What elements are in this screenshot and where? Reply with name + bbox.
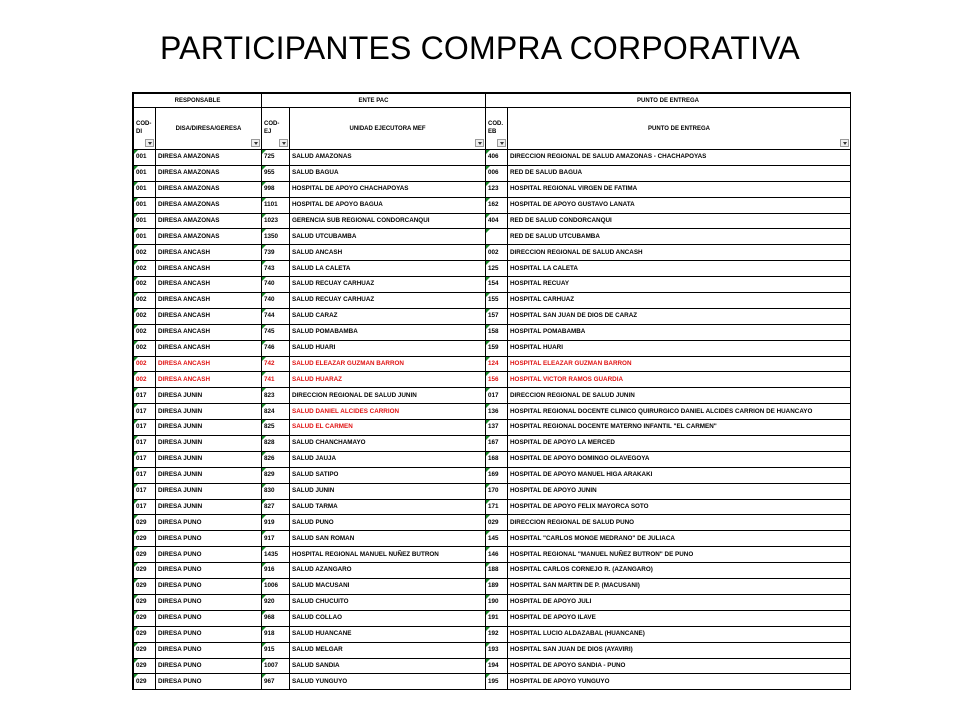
cell-cod-di[interactable]: 029 (134, 547, 156, 563)
cell-punto[interactable]: HOSPITAL REGIONAL DOCENTE MATERNO INFANTIL "EL CARMEN" (508, 420, 851, 436)
group-header-responsable: RESPONSABLE (134, 94, 262, 108)
cell-unidad[interactable]: SALUD COLLAO (290, 610, 486, 626)
cell-disa[interactable]: DIRESA AMAZONAS (156, 229, 262, 245)
cell-disa[interactable]: DIRESA ANCASH (156, 293, 262, 309)
table-row[interactable] (134, 531, 851, 547)
cell-cod-eb[interactable]: 006 (486, 165, 508, 181)
cell-cod-di[interactable]: 029 (134, 579, 156, 595)
cell-disa[interactable]: DIRESA PUNO (156, 515, 262, 531)
cell-disa[interactable]: DIRESA ANCASH (156, 356, 262, 372)
col-header-cod-ej-line1: COD- (264, 120, 280, 127)
cell-cod-ej[interactable]: 917 (262, 531, 290, 547)
cell-unidad[interactable]: SALUD PUNO (290, 515, 486, 531)
cell-cod-ej[interactable]: 967 (262, 674, 290, 690)
cell-cod-eb[interactable] (486, 229, 508, 245)
cell-cod-di[interactable]: 001 (134, 150, 156, 166)
cell-punto[interactable]: DIRECCION REGIONAL DE SALUD JUNIN (508, 388, 851, 404)
cell-cod-di[interactable]: 017 (134, 483, 156, 499)
cell-cod-di[interactable]: 017 (134, 404, 156, 420)
cell-disa[interactable]: DIRESA ANCASH (156, 340, 262, 356)
cell-punto[interactable]: HOSPITAL CARLOS CORNEJO R. (AZANGARO) (508, 563, 851, 579)
cell-unidad[interactable]: HOSPITAL REGIONAL MANUEL NUÑEZ BUTRON (290, 547, 486, 563)
col-header-cod-di[interactable] (134, 108, 156, 150)
table-row[interactable] (134, 499, 851, 515)
cell-cod-eb[interactable]: 125 (486, 261, 508, 277)
cell-disa[interactable]: DIRESA ANCASH (156, 261, 262, 277)
cell-disa[interactable]: DIRESA AMAZONAS (156, 165, 262, 181)
cell-cod-di[interactable]: 017 (134, 420, 156, 436)
cell-cod-di[interactable]: 017 (134, 467, 156, 483)
cell-punto[interactable]: HOSPITAL DE APOYO JULI (508, 594, 851, 610)
cell-disa[interactable]: DIRESA PUNO (156, 563, 262, 579)
cell-cod-eb[interactable]: 195 (486, 674, 508, 690)
cell-punto[interactable]: HOSPITAL REGIONAL DOCENTE CLINICO QUIRURGICO DANIEL ALCIDES CARRION DE HUANCAYO (508, 404, 851, 420)
cell-disa[interactable]: DIRESA JUNIN (156, 451, 262, 467)
cell-disa[interactable]: DIRESA PUNO (156, 658, 262, 674)
cell-cod-ej[interactable]: 823 (262, 388, 290, 404)
col-header-unidad-label: UNIDAD EJECUTORA MEF (349, 125, 426, 132)
cell-cod-ej[interactable]: 1007 (262, 658, 290, 674)
cell-cod-eb[interactable]: 406 (486, 150, 508, 166)
group-header-ente-pac: ENTE PAC (262, 94, 486, 108)
table-row[interactable] (134, 642, 851, 658)
cell-disa[interactable]: DIRESA PUNO (156, 531, 262, 547)
cell-punto[interactable]: HOSPITAL DE APOYO YUNGUYO (508, 674, 851, 690)
cell-unidad[interactable]: SALUD ELEAZAR GUZMAN BARRON (290, 356, 486, 372)
cell-disa[interactable]: DIRESA JUNIN (156, 404, 262, 420)
cell-unidad[interactable]: SALUD POMABAMBA (290, 324, 486, 340)
cell-punto[interactable]: RED DE SALUD UTCUBAMBA (508, 229, 851, 245)
cell-punto[interactable]: HOSPITAL DE APOYO DOMINGO OLAVEGOYA (508, 451, 851, 467)
table-row[interactable] (134, 594, 851, 610)
participants-table (133, 93, 851, 690)
cell-cod-ej[interactable]: 826 (262, 451, 290, 467)
col-header-cod-di-line1: COD- (136, 120, 152, 127)
cell-disa[interactable]: DIRESA PUNO (156, 674, 262, 690)
cell-punto[interactable]: HOSPITAL CARHUAZ (508, 293, 851, 309)
cell-punto[interactable]: HOSPITAL SAN JUAN DE DIOS (AYAVIRI) (508, 642, 851, 658)
cell-unidad[interactable]: SALUD YUNGUYO (290, 674, 486, 690)
cell-cod-ej[interactable]: 998 (262, 181, 290, 197)
cell-unidad[interactable]: SALUD HUARAZ (290, 372, 486, 388)
cell-unidad[interactable]: SALUD UTCUBAMBA (290, 229, 486, 245)
table-row[interactable] (134, 165, 851, 181)
cell-unidad[interactable]: SALUD AZANGARO (290, 563, 486, 579)
cell-punto[interactable]: HOSPITAL VICTOR RAMOS GUARDIA (508, 372, 851, 388)
cell-cod-eb[interactable]: 168 (486, 451, 508, 467)
cell-cod-ej[interactable]: 1101 (262, 197, 290, 213)
cell-punto[interactable]: HOSPITAL RECUAY (508, 277, 851, 293)
cell-punto[interactable]: HOSPITAL SAN MARTIN DE P. (MACUSANI) (508, 579, 851, 595)
col-header-disa-label: DISA/DIRESA/GERESA (175, 125, 242, 132)
cell-disa[interactable]: DIRESA PUNO (156, 547, 262, 563)
cell-disa[interactable]: DIRESA ANCASH (156, 308, 262, 324)
cell-unidad[interactable]: SALUD DANIEL ALCIDES CARRION (290, 404, 486, 420)
cell-cod-ej[interactable]: 824 (262, 404, 290, 420)
col-header-punto-label: PUNTO DE ENTREGA (648, 125, 710, 132)
cell-cod-di[interactable]: 029 (134, 626, 156, 642)
table-row[interactable] (134, 451, 851, 467)
cell-punto[interactable]: HOSPITAL DE APOYO LA MERCED (508, 436, 851, 452)
cell-unidad[interactable]: SALUD RECUAY CARHUAZ (290, 293, 486, 309)
cell-punto[interactable]: HOSPITAL ELEAZAR GUZMAN BARRON (508, 356, 851, 372)
cell-unidad[interactable]: SALUD RECUAY CARHUAZ (290, 277, 486, 293)
cell-cod-di[interactable]: 029 (134, 610, 156, 626)
cell-punto[interactable]: HOSPITAL LA CALETA (508, 261, 851, 277)
cell-disa[interactable]: DIRESA JUNIN (156, 420, 262, 436)
cell-disa[interactable]: DIRESA AMAZONAS (156, 213, 262, 229)
table-row[interactable] (134, 467, 851, 483)
cell-disa[interactable]: DIRESA PUNO (156, 610, 262, 626)
cell-cod-eb[interactable]: 156 (486, 372, 508, 388)
cell-cod-eb[interactable]: 191 (486, 610, 508, 626)
cell-cod-di[interactable]: 017 (134, 436, 156, 452)
table-row[interactable] (134, 547, 851, 563)
cell-cod-eb[interactable]: 192 (486, 626, 508, 642)
col-header-disa[interactable] (156, 108, 262, 150)
cell-unidad[interactable]: SALUD TARMA (290, 499, 486, 515)
cell-cod-ej[interactable]: 920 (262, 594, 290, 610)
cell-cod-di[interactable]: 002 (134, 340, 156, 356)
cell-cod-eb[interactable]: 158 (486, 324, 508, 340)
table-row[interactable] (134, 356, 851, 372)
cell-cod-eb[interactable]: 029 (486, 515, 508, 531)
table-row[interactable] (134, 340, 851, 356)
cell-cod-di[interactable]: 029 (134, 515, 156, 531)
table-row[interactable] (134, 324, 851, 340)
cell-punto[interactable]: HOSPITAL DE APOYO ILAVE (508, 610, 851, 626)
cell-unidad[interactable]: DIRECCION REGIONAL DE SALUD JUNIN (290, 388, 486, 404)
cell-cod-di[interactable]: 029 (134, 674, 156, 690)
cell-cod-di[interactable]: 029 (134, 531, 156, 547)
table-row[interactable] (134, 404, 851, 420)
cell-disa[interactable]: DIRESA ANCASH (156, 372, 262, 388)
cell-disa[interactable]: DIRESA PUNO (156, 579, 262, 595)
cell-cod-di[interactable]: 002 (134, 277, 156, 293)
cell-unidad[interactable]: SALUD JAUJA (290, 451, 486, 467)
cell-cod-ej[interactable]: 745 (262, 324, 290, 340)
cell-cod-ej[interactable]: 827 (262, 499, 290, 515)
cell-cod-eb[interactable]: 170 (486, 483, 508, 499)
cell-cod-ej[interactable]: 916 (262, 563, 290, 579)
col-header-cod-eb-line1: COD. (488, 120, 503, 127)
cell-cod-eb[interactable]: 157 (486, 308, 508, 324)
cell-cod-eb[interactable]: 136 (486, 404, 508, 420)
cell-disa[interactable]: DIRESA ANCASH (156, 324, 262, 340)
cell-disa[interactable]: DIRESA JUNIN (156, 467, 262, 483)
cell-unidad[interactable]: SALUD LA CALETA (290, 261, 486, 277)
cell-cod-di[interactable]: 001 (134, 197, 156, 213)
cell-cod-eb[interactable]: 124 (486, 356, 508, 372)
cell-cod-di[interactable]: 001 (134, 213, 156, 229)
cell-cod-ej[interactable]: 955 (262, 165, 290, 181)
cell-unidad[interactable]: SALUD AMAZONAS (290, 150, 486, 166)
cell-unidad[interactable]: SALUD CHANCHAMAYO (290, 436, 486, 452)
cell-cod-eb[interactable]: 159 (486, 340, 508, 356)
cell-cod-eb[interactable]: 137 (486, 420, 508, 436)
cell-cod-eb[interactable]: 154 (486, 277, 508, 293)
col-header-cod-eb-line2: EB (488, 128, 497, 135)
col-header-punto[interactable] (508, 108, 851, 150)
cell-unidad[interactable]: HOSPITAL DE APOYO CHACHAPOYAS (290, 181, 486, 197)
cell-punto[interactable]: HOSPITAL REGIONAL "MANUEL NUÑEZ BUTRON" DE PUNO (508, 547, 851, 563)
spreadsheet (132, 92, 851, 690)
cell-cod-eb[interactable]: 169 (486, 467, 508, 483)
cell-cod-di[interactable]: 029 (134, 563, 156, 579)
cell-unidad[interactable]: SALUD CHUCUITO (290, 594, 486, 610)
table-row[interactable] (134, 277, 851, 293)
cell-cod-di[interactable]: 001 (134, 165, 156, 181)
cell-punto[interactable]: RED DE SALUD BAGUA (508, 165, 851, 181)
cell-cod-eb[interactable]: 123 (486, 181, 508, 197)
cell-unidad[interactable]: SALUD SAN ROMAN (290, 531, 486, 547)
table-row[interactable] (134, 420, 851, 436)
table-row[interactable] (134, 483, 851, 499)
cell-cod-ej[interactable]: 743 (262, 261, 290, 277)
cell-unidad[interactable]: SALUD CARAZ (290, 308, 486, 324)
cell-cod-ej[interactable]: 740 (262, 293, 290, 309)
cell-cod-di[interactable]: 029 (134, 658, 156, 674)
cell-punto[interactable]: RED DE SALUD CONDORCANQUI (508, 213, 851, 229)
table-row[interactable] (134, 579, 851, 595)
table-row[interactable] (134, 658, 851, 674)
cell-cod-eb[interactable]: 188 (486, 563, 508, 579)
filter-dropdown-icon[interactable] (475, 139, 484, 147)
table-row[interactable] (134, 372, 851, 388)
cell-cod-di[interactable]: 002 (134, 293, 156, 309)
cell-disa[interactable]: DIRESA AMAZONAS (156, 197, 262, 213)
cell-disa[interactable]: DIRESA JUNIN (156, 436, 262, 452)
cell-unidad[interactable]: SALUD ANCASH (290, 245, 486, 261)
filter-dropdown-icon[interactable] (251, 139, 260, 147)
cell-unidad[interactable]: SALUD HUARI (290, 340, 486, 356)
table-row[interactable] (134, 674, 851, 690)
table-row[interactable] (134, 261, 851, 277)
col-header-cod-ej[interactable] (262, 108, 290, 150)
cell-cod-di[interactable]: 017 (134, 451, 156, 467)
cell-unidad[interactable]: SALUD JUNIN (290, 483, 486, 499)
cell-unidad[interactable]: SALUD HUANCANE (290, 626, 486, 642)
cell-cod-di[interactable]: 002 (134, 324, 156, 340)
table-row[interactable] (134, 626, 851, 642)
cell-cod-ej[interactable]: 915 (262, 642, 290, 658)
cell-cod-ej[interactable]: 1350 (262, 229, 290, 245)
cell-cod-di[interactable]: 029 (134, 594, 156, 610)
filter-dropdown-icon[interactable] (497, 139, 506, 147)
table-row[interactable] (134, 563, 851, 579)
table-row[interactable] (134, 388, 851, 404)
group-header-row (134, 94, 851, 108)
cell-punto[interactable]: HOSPITAL DE APOYO FELIX MAYORCA SOTO (508, 499, 851, 515)
cell-disa[interactable]: DIRESA JUNIN (156, 499, 262, 515)
cell-disa[interactable]: DIRESA JUNIN (156, 388, 262, 404)
cell-unidad[interactable]: SALUD EL CARMEN (290, 420, 486, 436)
cell-cod-di[interactable]: 029 (134, 642, 156, 658)
cell-cod-ej[interactable]: 825 (262, 420, 290, 436)
col-header-cod-di-line2: DI (136, 128, 142, 135)
table-row[interactable] (134, 293, 851, 309)
cell-cod-di[interactable]: 017 (134, 388, 156, 404)
cell-cod-ej[interactable]: 741 (262, 372, 290, 388)
cell-cod-eb[interactable]: 155 (486, 293, 508, 309)
cell-cod-ej[interactable]: 830 (262, 483, 290, 499)
cell-cod-ej[interactable]: 1023 (262, 213, 290, 229)
cell-cod-ej[interactable]: 746 (262, 340, 290, 356)
cell-cod-eb[interactable]: 194 (486, 658, 508, 674)
cell-cod-ej[interactable]: 919 (262, 515, 290, 531)
table-row[interactable] (134, 515, 851, 531)
col-header-cod-ej-line2: EJ (264, 128, 272, 135)
cell-disa[interactable]: DIRESA ANCASH (156, 277, 262, 293)
cell-cod-eb[interactable]: 171 (486, 499, 508, 515)
cell-disa[interactable]: DIRESA PUNO (156, 626, 262, 642)
filter-dropdown-icon[interactable] (145, 139, 154, 147)
cell-unidad[interactable]: SALUD SANDIA (290, 658, 486, 674)
cell-punto[interactable]: HOSPITAL DE APOYO MANUEL HIGA ARAKAKI (508, 467, 851, 483)
cell-cod-eb[interactable]: 162 (486, 197, 508, 213)
cell-punto[interactable]: HOSPITAL DE APOYO JUNIN (508, 483, 851, 499)
cell-cod-eb[interactable]: 404 (486, 213, 508, 229)
column-header-row (134, 108, 851, 150)
cell-punto[interactable]: HOSPITAL REGIONAL VIRGEN DE FATIMA (508, 181, 851, 197)
cell-unidad[interactable]: GERENCIA SUB REGIONAL CONDORCANQUI (290, 213, 486, 229)
cell-cod-eb[interactable]: 189 (486, 579, 508, 595)
table-row[interactable] (134, 181, 851, 197)
cell-cod-di[interactable]: 002 (134, 245, 156, 261)
cell-cod-ej[interactable]: 1435 (262, 547, 290, 563)
table-row[interactable] (134, 150, 851, 166)
table-row[interactable] (134, 245, 851, 261)
filter-dropdown-icon[interactable] (279, 139, 288, 147)
cell-punto[interactable]: DIRECCION REGIONAL DE SALUD AMAZONAS - CHACHAPOYAS (508, 150, 851, 166)
cell-cod-ej[interactable]: 968 (262, 610, 290, 626)
cell-unidad[interactable]: SALUD MACUSANI (290, 579, 486, 595)
cell-cod-eb[interactable]: 017 (486, 388, 508, 404)
cell-cod-eb[interactable]: 145 (486, 531, 508, 547)
cell-punto[interactable]: HOSPITAL HUARI (508, 340, 851, 356)
cell-cod-di[interactable]: 017 (134, 499, 156, 515)
col-header-unidad[interactable] (290, 108, 486, 150)
cell-disa[interactable]: DIRESA PUNO (156, 594, 262, 610)
cell-punto[interactable]: HOSPITAL DE APOYO GUSTAVO LANATA (508, 197, 851, 213)
cell-disa[interactable]: DIRESA PUNO (156, 642, 262, 658)
cell-cod-ej[interactable]: 918 (262, 626, 290, 642)
cell-disa[interactable]: DIRESA AMAZONAS (156, 181, 262, 197)
cell-cod-ej[interactable]: 725 (262, 150, 290, 166)
table-row[interactable] (134, 436, 851, 452)
cell-cod-ej[interactable]: 828 (262, 436, 290, 452)
cell-cod-eb[interactable]: 190 (486, 594, 508, 610)
cell-cod-di[interactable]: 001 (134, 229, 156, 245)
cell-cod-di[interactable]: 001 (134, 181, 156, 197)
cell-punto[interactable]: HOSPITAL POMABAMBA (508, 324, 851, 340)
col-header-cod-eb[interactable] (486, 108, 508, 150)
cell-punto[interactable]: HOSPITAL LUCIO ALDAZABAL (HUANCANE) (508, 626, 851, 642)
cell-punto[interactable]: DIRECCION REGIONAL DE SALUD PUNO (508, 515, 851, 531)
table-row[interactable] (134, 197, 851, 213)
cell-disa[interactable]: DIRESA JUNIN (156, 483, 262, 499)
group-header-punto-entrega: PUNTO DE ENTREGA (486, 94, 851, 108)
cell-cod-ej[interactable]: 1006 (262, 579, 290, 595)
cell-cod-eb[interactable]: 146 (486, 547, 508, 563)
cell-unidad[interactable]: SALUD SATIPO (290, 467, 486, 483)
slide-title: PARTICIPANTES COMPRA CORPORATIVA (160, 30, 800, 66)
cell-unidad[interactable]: SALUD BAGUA (290, 165, 486, 181)
cell-punto[interactable]: HOSPITAL DE APOYO SANDIA - PUNO (508, 658, 851, 674)
cell-cod-eb[interactable]: 002 (486, 245, 508, 261)
cell-disa[interactable]: DIRESA AMAZONAS (156, 150, 262, 166)
cell-cod-di[interactable]: 002 (134, 372, 156, 388)
cell-cod-ej[interactable]: 739 (262, 245, 290, 261)
cell-cod-di[interactable]: 002 (134, 356, 156, 372)
cell-punto[interactable]: HOSPITAL SAN JUAN DE DIOS DE CARAZ (508, 308, 851, 324)
cell-punto[interactable]: HOSPITAL "CARLOS MONGE MEDRANO" DE JULIACA (508, 531, 851, 547)
cell-cod-di[interactable]: 002 (134, 261, 156, 277)
table-row[interactable] (134, 308, 851, 324)
filter-dropdown-icon[interactable] (840, 139, 849, 147)
cell-cod-eb[interactable]: 193 (486, 642, 508, 658)
cell-cod-eb[interactable]: 167 (486, 436, 508, 452)
cell-cod-ej[interactable]: 742 (262, 356, 290, 372)
cell-disa[interactable]: DIRESA ANCASH (156, 245, 262, 261)
table-row[interactable] (134, 610, 851, 626)
table-row[interactable] (134, 229, 851, 245)
cell-cod-ej[interactable]: 829 (262, 467, 290, 483)
cell-cod-di[interactable]: 002 (134, 308, 156, 324)
table-row[interactable] (134, 213, 851, 229)
cell-cod-ej[interactable]: 740 (262, 277, 290, 293)
cell-punto[interactable]: DIRECCION REGIONAL DE SALUD ANCASH (508, 245, 851, 261)
cell-unidad[interactable]: SALUD MELGAR (290, 642, 486, 658)
cell-cod-ej[interactable]: 744 (262, 308, 290, 324)
cell-unidad[interactable]: HOSPITAL DE APOYO BAGUA (290, 197, 486, 213)
